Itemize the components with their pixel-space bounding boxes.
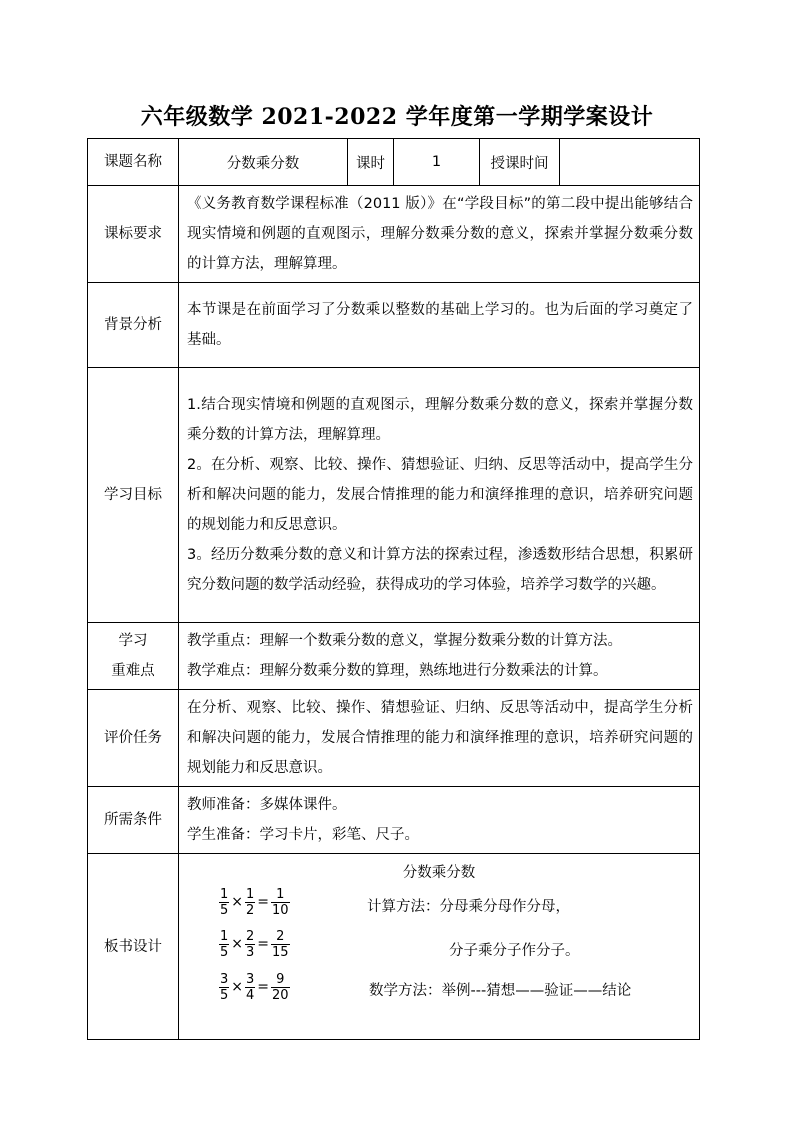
fraction: $\frac{2}{15}$	[272, 928, 289, 960]
conditions-text	[179, 787, 700, 854]
teaching-difficulty: 教学难点：理解分数乘分数的算理，熟练地进行分数乘法的计算。	[187, 663, 608, 679]
time-label: 授课时间	[480, 139, 560, 186]
method-line-1: 计算方法：分母乘分母作分母，	[367, 898, 570, 915]
fraction: $\frac{1}{2}$	[246, 886, 255, 918]
standard-text: 《义务教育数学课程标准（2011 版）》在“学段目标”的第二段中提出能够结合现实情境和例题的直观图示，理解分数乘分数的意义，探索并掌握分数乘分数的计算方法，理解算理。	[179, 186, 700, 283]
student-preparation: 学生准备：学习卡片，彩笔、尺子。	[187, 827, 419, 843]
fraction: $\frac{1}{5}$	[220, 928, 229, 960]
method-line-2: 分子乘分子作分子。	[449, 942, 580, 959]
key-points-row	[88, 623, 700, 690]
board-design	[179, 854, 700, 1040]
time-value	[560, 139, 700, 186]
times-sign: ×	[231, 979, 244, 995]
teaching-focus: 教学重点：理解一个数乘分数的意义，掌握分数乘分数的计算方法。	[187, 633, 622, 649]
key-points-label: 学习 重难点	[88, 623, 179, 690]
background-row	[88, 283, 700, 368]
lesson-plan-table	[87, 138, 700, 1040]
equals-sign: =	[257, 894, 270, 910]
math-method: 数学方法：举例---猜想——验证——结论	[369, 982, 632, 999]
goals-label: 学习目标	[88, 368, 179, 623]
fraction: $\frac{1}{5}$	[220, 886, 229, 918]
topic-label: 课题名称	[88, 139, 179, 186]
standard-label: 课标要求	[88, 186, 179, 283]
topic-value: 分数乘分数	[179, 139, 348, 186]
teacher-preparation: 教师准备：多媒体课件。	[187, 797, 347, 813]
assessment-row	[88, 690, 700, 787]
goals-row	[88, 368, 700, 623]
period-label: 课时	[348, 139, 394, 186]
goals-list	[179, 368, 700, 623]
assessment-text: 在分析、观察、比较、操作、猜想验证、归纳、反思等活动中，提高学生分析和解决问题的能力，发展合情推理的能力和演绎推理的意识，培养研究问题的规划能力和反思意识。	[179, 690, 700, 787]
standard-row	[88, 186, 700, 283]
header-row	[88, 139, 700, 186]
goal-item: 1.结合现实情境和例题的直观图示，理解分数乘分数的意义，探索并掌握分数乘分数的计算方法，理解算理。	[187, 397, 693, 443]
goal-item: 3。经历分数乘分数的意义和计算方法的探索过程，渗透数形结合思想，积累研究分数问题的数学活动经验，获得成功的学习体验，培养学习数学的兴趣。	[187, 547, 693, 593]
fraction: $\frac{9}{20}$	[272, 971, 289, 1003]
equation-2	[219, 929, 290, 960]
key-points-text	[179, 623, 700, 690]
equation-3	[219, 972, 290, 1003]
equals-sign: =	[257, 936, 270, 952]
period-value: 1	[394, 139, 480, 186]
page-title: 六年级数学 2021-2022 学年度第一学期学案设计	[140, 104, 654, 130]
fraction: $\frac{3}{4}$	[246, 971, 255, 1003]
goal-item: 2。在分析、观察、比较、操作、猜想验证、归纳、反思等活动中，提高学生分析和解决问题的能力，发展合情推理的能力和演绎推理的意识，培养研究问题的规划能力和反思意识。	[187, 457, 693, 533]
fraction: $\frac{3}{5}$	[220, 971, 229, 1003]
equals-sign: =	[257, 979, 270, 995]
board-heading: 分数乘分数	[402, 864, 476, 881]
fraction: $\frac{1}{10}$	[272, 886, 289, 918]
times-sign: ×	[231, 936, 244, 952]
board-row	[88, 854, 700, 1040]
times-sign: ×	[231, 894, 244, 910]
background-text: 本节课是在前面学习了分数乘以整数的基础上学习的。也为后面的学习奠定了基础。	[179, 283, 700, 368]
assessment-label: 评价任务	[88, 690, 179, 787]
equation-1	[219, 887, 290, 918]
conditions-label: 所需条件	[88, 787, 179, 854]
fraction: $\frac{2}{3}$	[246, 928, 255, 960]
conditions-row	[88, 787, 700, 854]
board-label: 板书设计	[88, 854, 179, 1040]
background-label: 背景分析	[88, 283, 179, 368]
